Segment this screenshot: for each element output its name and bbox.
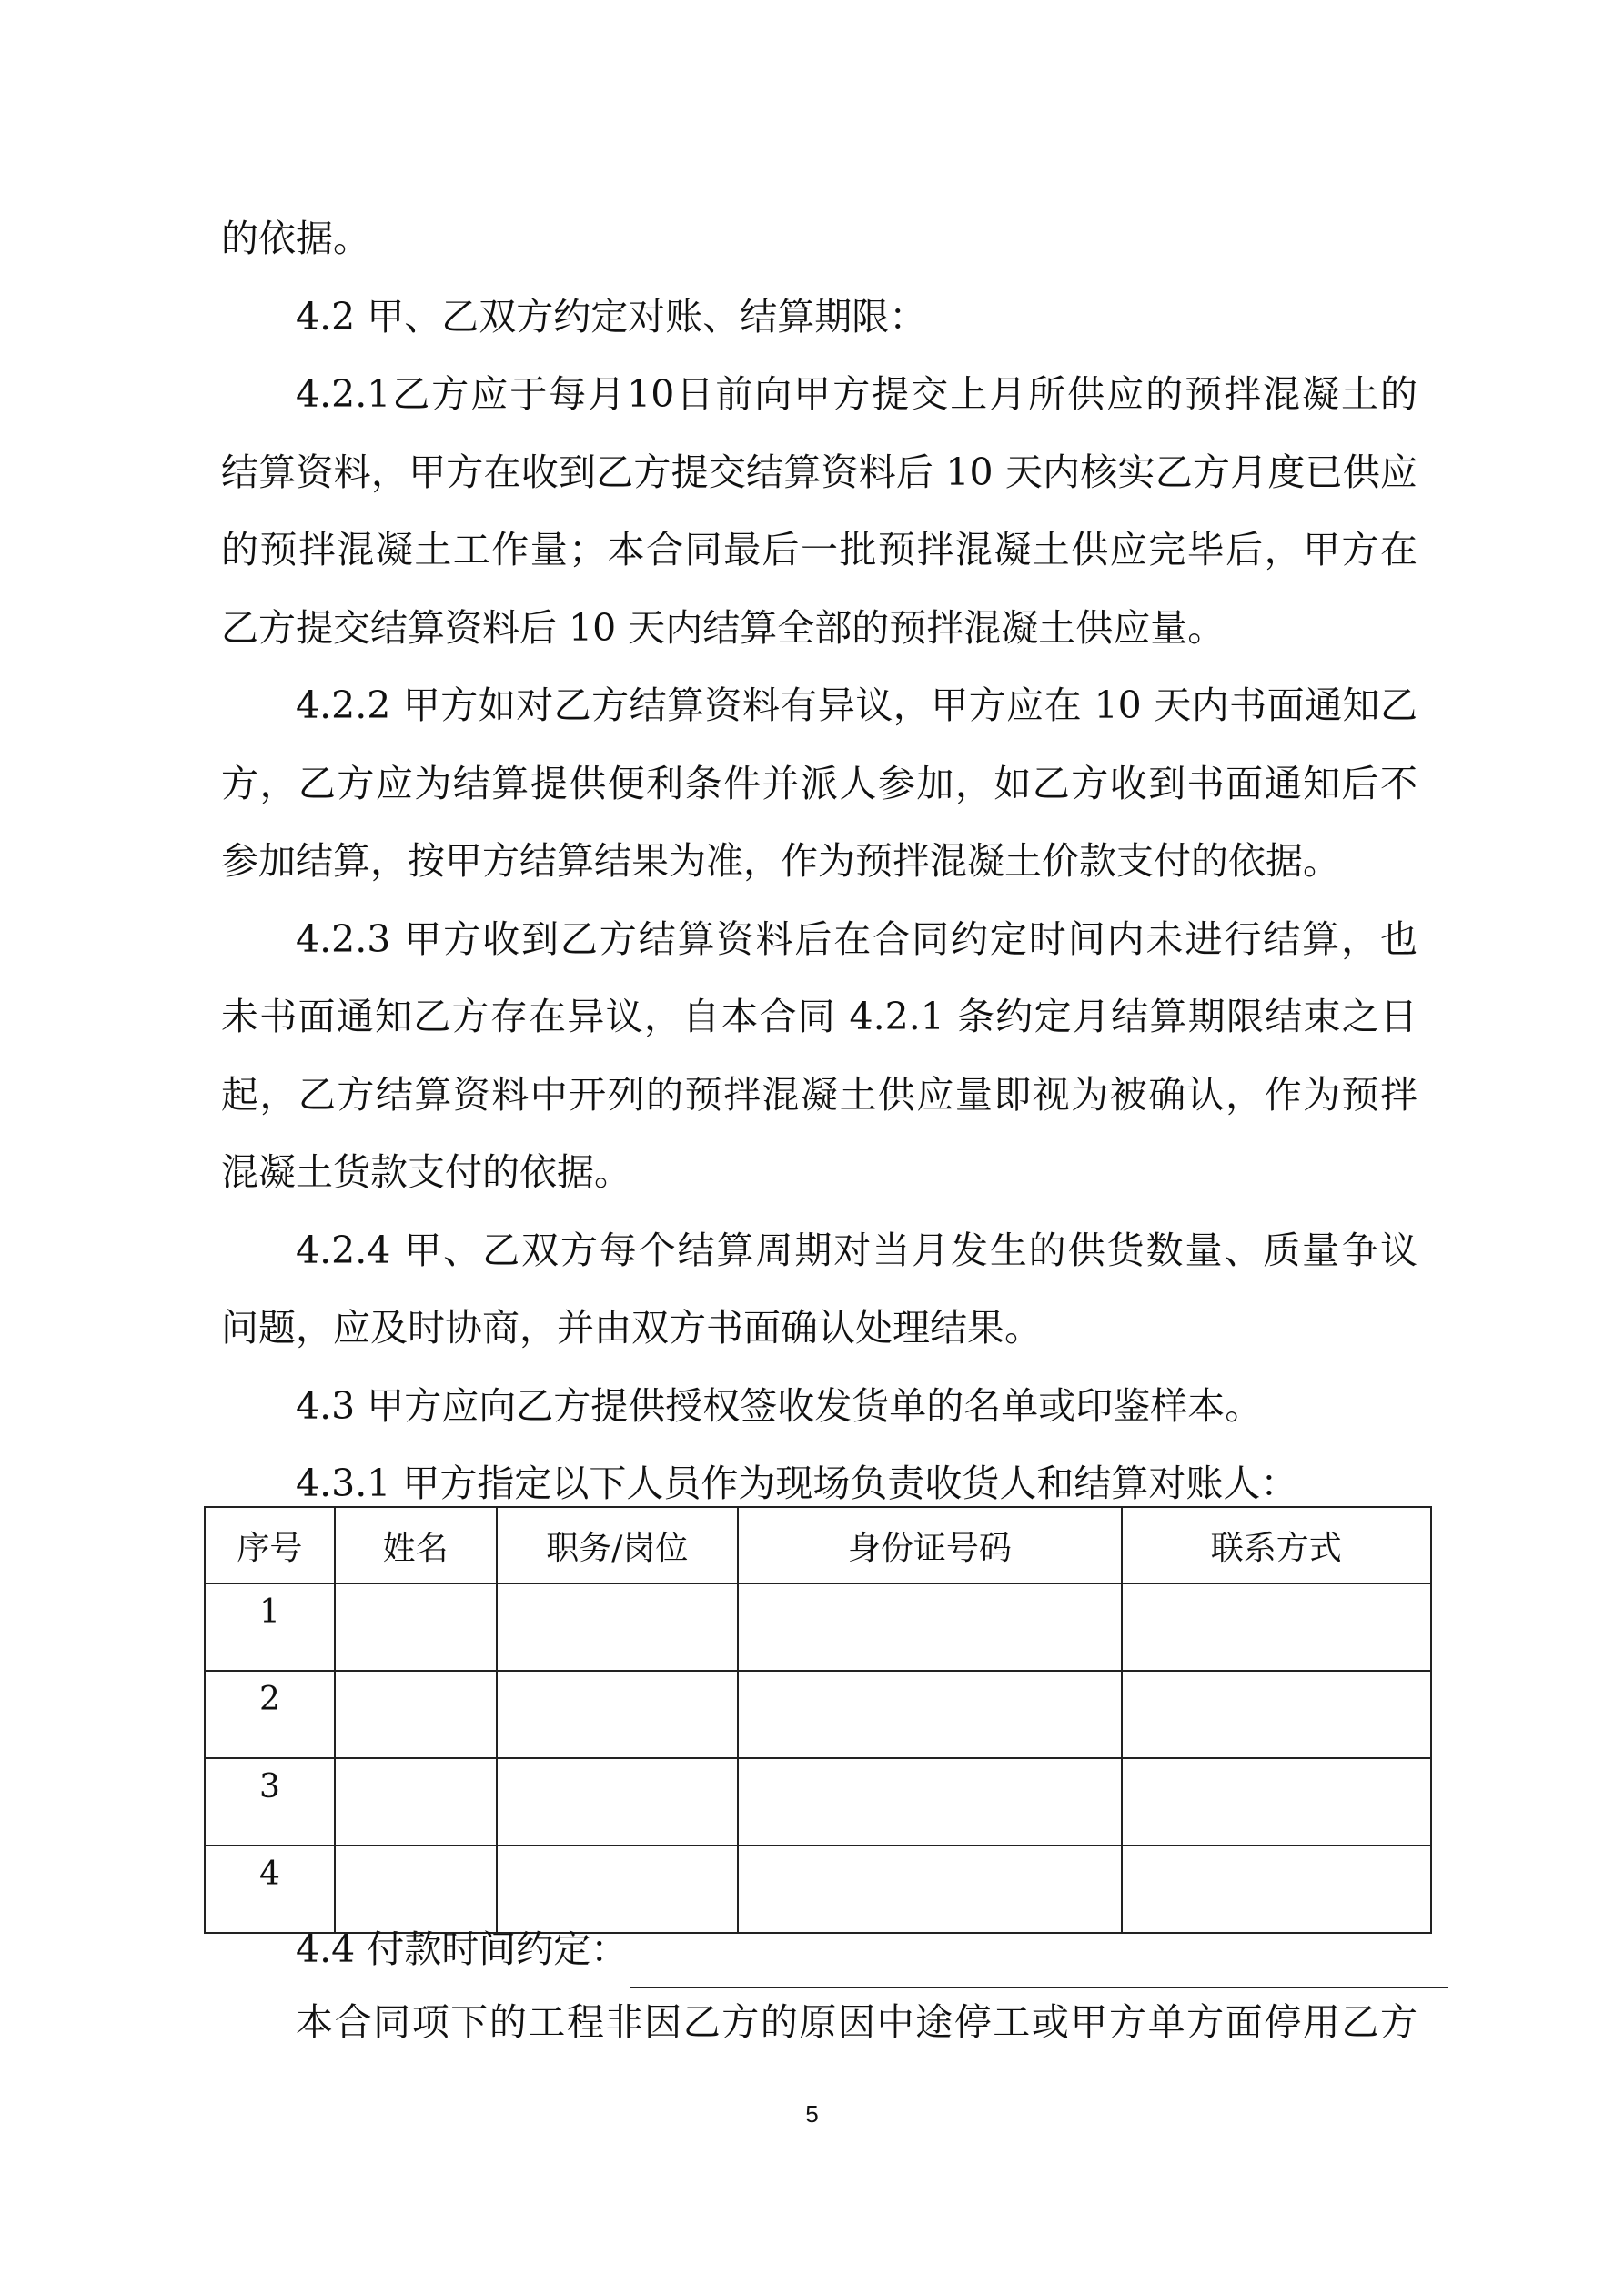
row-index-cell: 3 — [205, 1758, 335, 1846]
table-cell[interactable] — [497, 1671, 739, 1758]
table-cell[interactable] — [738, 1671, 1121, 1758]
paragraph-line: 4.3 甲方应向乙方提供授权签收发货单的名单或印鉴样本。 — [296, 1383, 1263, 1428]
table-row — [205, 1583, 1431, 1671]
paragraph-line: 本合同项下的工程非因乙方的原因中途停工或甲方单方面停用乙方 — [296, 2000, 1417, 2044]
table-cell[interactable] — [335, 1671, 497, 1758]
row-index-cell: 4 — [205, 1846, 335, 1933]
paragraph-line: 方，乙方应为结算提供便利条件并派人参加，如乙方收到书面通知后不 — [221, 761, 1417, 805]
paragraph-line: 混凝土货款支付的依据。 — [221, 1150, 631, 1194]
table-cell[interactable] — [497, 1758, 739, 1846]
payment-terms-blank[interactable] — [630, 1932, 1448, 1988]
paragraph-line: 起，乙方结算资料中开列的预拌混凝土供应量即视为被确认，作为预拌 — [221, 1072, 1417, 1117]
table-row — [205, 1758, 1431, 1846]
paragraph-line: 4.2.2 甲方如对乙方结算资料有异议，甲方应在 10 天内书面通知乙 — [296, 683, 1417, 727]
table-cell[interactable] — [738, 1758, 1121, 1846]
table-cell[interactable] — [1122, 1671, 1432, 1758]
header-position: 职务/岗位 — [497, 1507, 739, 1583]
row-index-cell: 1 — [205, 1583, 335, 1671]
table-row — [205, 1671, 1431, 1758]
page-number: 5 — [805, 2100, 819, 2128]
table-cell[interactable] — [1122, 1758, 1432, 1846]
paragraph-line: 的依据。 — [221, 217, 370, 260]
paragraph-line: 结算资料，甲方在收到乙方提交结算资料后 10 天内核实乙方月度已供应 — [221, 450, 1417, 494]
paragraph-line: 4.2 甲、乙双方约定对账、结算期限： — [296, 294, 927, 339]
table-cell[interactable] — [497, 1583, 739, 1671]
header-contact: 联系方式 — [1122, 1507, 1432, 1583]
header-name: 姓名 — [335, 1507, 497, 1583]
body-text — [221, 200, 1417, 1523]
table-cell[interactable] — [335, 1583, 497, 1671]
header-index: 序号 — [205, 1507, 335, 1583]
table-header-row — [205, 1507, 1431, 1583]
table-cell[interactable] — [1122, 1583, 1432, 1671]
paragraph-line: 4.2.4 甲、乙双方每个结算周期对当月发生的供货数量、质量争议 — [296, 1228, 1417, 1272]
paragraph-line: 的预拌混凝土工作量；本合同最后一批预拌混凝土供应完毕后，甲方在 — [221, 528, 1417, 571]
header-id-number: 身份证号码 — [738, 1507, 1121, 1583]
payment-terms-line — [296, 1911, 1448, 1988]
paragraph-line: 乙方提交结算资料后 10 天内结算全部的预拌混凝土供应量。 — [221, 605, 1226, 650]
payment-terms-label: 4.4 付款时间约定： — [296, 1927, 629, 1971]
paragraph-line: 4.2.1乙方应于每月10日前向甲方提交上月所供应的预拌混凝土的 — [296, 372, 1417, 416]
table-cell[interactable] — [738, 1583, 1121, 1671]
paragraph-line: 4.2.3 甲方收到乙方结算资料后在合同约定时间内未进行结算，也 — [296, 916, 1417, 961]
paragraph-line: 问题，应及时协商，并由双方书面确认处理结果。 — [221, 1306, 1042, 1350]
paragraph-line: 参加结算，按甲方结算结果为准，作为预拌混凝土价款支付的依据。 — [221, 839, 1340, 883]
row-index-cell: 2 — [205, 1671, 335, 1758]
paragraph-line: 未书面通知乙方存在异议，自本合同 4.2.1 条约定月结算期限结束之日 — [221, 995, 1417, 1038]
table-cell[interactable] — [335, 1758, 497, 1846]
paragraph-line: 4.3.1 甲方指定以下人员作为现场负责收货人和结算对账人： — [296, 1462, 1298, 1505]
receiver-table — [204, 1506, 1432, 1934]
